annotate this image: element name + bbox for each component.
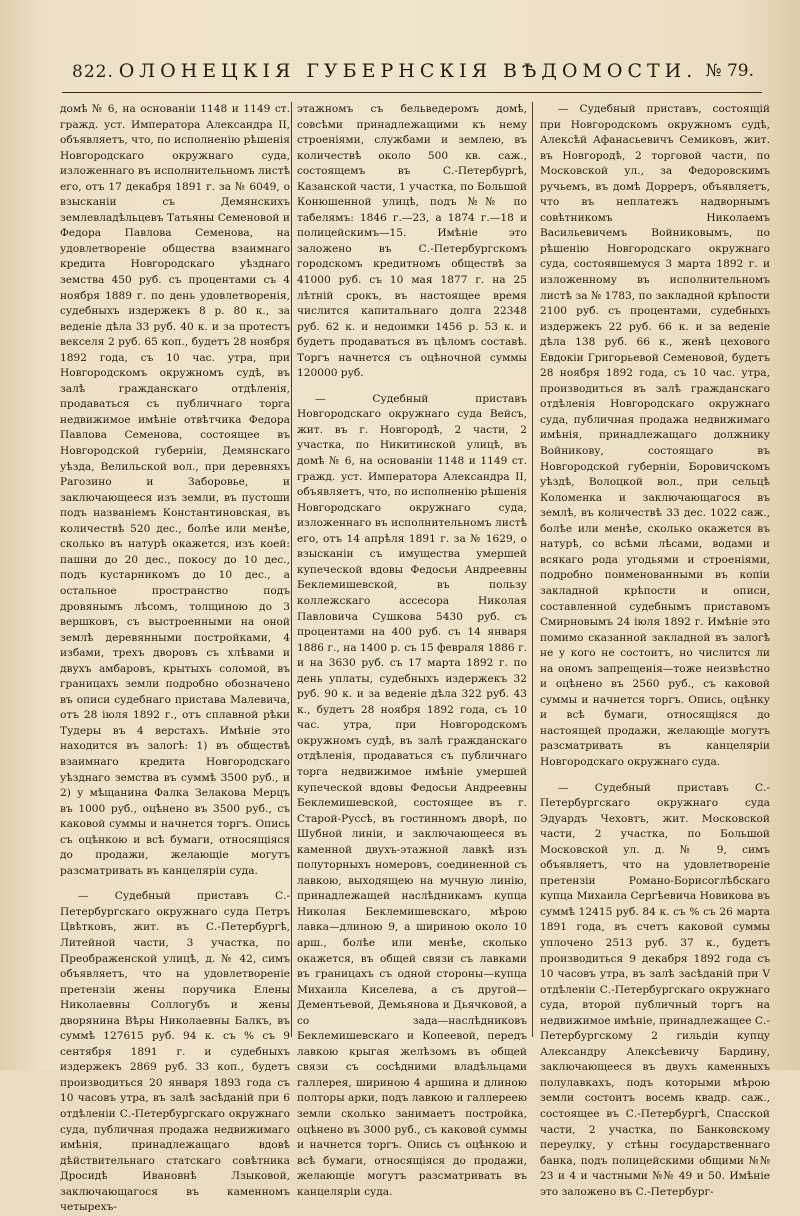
notice-text: домѣ № 6, на основаніи 1148 и 1149 ст. гражд. уст. Императора Александра II, объявляетъ, что, по исполненію рѣшенія Новгородскаго окружнаго суда, изложеннаго въ исполнительномъ листѣ его, отъ 17 декабря 1891 г. за № 6049, о взысканіи съ Демянскихъ землевладѣльцевъ Татьяны Семеновой и Федора Павлова Семенова, на удовлетвореніе общества взаимнаго кредита Новгородскаго уѣзднаго земства 450 руб. съ процентами съ 4 ноября 1889 г. по день удовлетворенія, судебныхъ издержекъ 8 р. 80 к., за веденіе дѣла 33 руб. 40 к. и за протестъ векселя 2 руб. 65 коп., будетъ 28 ноября 1892 года, съ 10 час. утра, при Новгородскомъ окружномъ судѣ, въ залѣ гражданскаго отдѣленія, продаваться съ публичнаго торга недвижимое имѣніе отвѣтчика Федора Павлова Семенова, состоящее въ Новгородской губерніи, Демянскаго уѣзда, Велильской вол., при деревняхъ Рагозино и Заборовье, и заключающееся изъ земли, въ пустоши подъ названіемъ Константиновская, въ количествѣ 520 дес., болѣе или менѣе, сколько въ натурѣ окажется, изъ коей: пашни до 20 дес., покосу до 10 дес., подъ кустарникомъ до 10 дес., а остальное пространство подъ дровянымъ лѣсомъ, толщиною до 3 вершковъ, съ выстроенными на оной землѣ деревянными постройками, 4 избами, трехъ дворовъ съ хлѣвами и двухъ амбаровъ, крытыхъ соломой, въ границахъ земли подробно обозначено въ описи судебнаго пристава Малевича, отъ 28 іюля 1892 г., отъ сплавной рѣки Тудеры въ 4 верстахъ. Имѣніе это находится въ залогѣ: 1) въ обществѣ взаимнаго кредита Новгородскаго уѣзднаго земства въ суммѣ 3500 руб., и 2) у мѣщанина Фалка Зелакова Мерцъ въ 1000 руб., оцѣнено въ 3500 руб., съ каковой суммы и начнется торгъ. Опись съ оцѣнкою и всѣ бумаги, относящіяся до продажи, желающіе могутъ разсматривать въ канцеляріи суда.: [60, 103, 290, 877]
notice-text: — Судебный приставъ С.-Петербургскаго окружнаго суда Эдуардъ Чеховтъ, жит. Московской части, 2 участка, по Большой Московской ул. д. № 9, симъ объявляетъ, что на удовлетвореніе претензіи Романо-Борисоглѣбскаго купца Михаила Сергѣевича Новикова въ суммѣ 12415 руб. 84 к. съ % съ 26 марта 1891 года, въ счетъ каковой суммы уплочено 2513 руб. 37 к., будетъ производиться 9 декабря 1892 года съ 10 часовъ утра, въ залѣ засѣданій при V отдѣленіи С.-Петербургскаго окружнаго суда, второй публичный торгъ на недвижимое имѣніе, принадлежащее С.-Петербургскому 2 гильдіи купцу Александру Алексѣевичу Бардину, заключающееся въ двухъ каменныхъ полулавкахъ, подъ которыми мѣрою земли состоитъ восемь квадр. саж., состоящее въ С.-Петербургѣ, Спасской части, 2 участка, по Банковскому переулку, у стѣны государственнаго банка, подъ полицейскими общими №№ 23 и 4 и частными №№ 49 и 50. Имѣніе это заложено въ С.-Петербург-: [540, 781, 770, 1198]
header-rule: [62, 92, 762, 93]
notice-text: этажномъ съ бельведеромъ домѣ, совсѣми принадлежащими къ нему строеніями, службами и землею, въ количествѣ около 500 кв. саж., состоящемъ въ С.-Петербургѣ, Казанской части, 1 участка, по Большой Конюшенной улицѣ, подъ №№ по табелямъ: 1846 г.—23, а 1874 г.—18 и полицейскимъ—15. Имѣніе это заложено въ С.-Петербургскомъ городскомъ кредитномъ обществѣ за 41000 руб. съ 10 мая 1877 г. на 25 лѣтній срокъ, въ настоящее время числится капитальнаго долга 22348 руб. 62 к. и недоимки 1456 р. 53 к. и будетъ продаваться въ цѣломъ составѣ. Торгъ начнется съ оцѣночной суммы 120000 руб.: [297, 103, 527, 380]
page-header: [62, 56, 754, 86]
notice-text: — Судебный приставъ С.-Петербургскаго окружнаго суда Петръ Цвѣтковъ, жит. въ С.-Петербургѣ, Литейной части, 3 участка, по Преображенской улицѣ, д. № 42, симъ объявляетъ, что на удовлетвореніе претензіи жены поручика Елены Николаевны Соллогубъ и жены дворянина Вѣры Николаевны Балкъ, въ суммѣ 127615 руб. 94 к. съ % съ 9 сентября 1891 г. и судебныхъ издержекъ 2869 руб. 33 коп., будетъ производиться 20 января 1893 года съ 10 часовъ утра, въ залѣ засѣданій при 6 отдѣленіи С.-Петербургскаго окружнаго суда, публичная продажа недвижимаго имѣнія, принадлежащаго вдовѣ дѣйствительнаго статскаго совѣтника Дросидѣ Ивановнѣ Лзыковой, заключающагося въ каменномъ четырехъ-: [60, 890, 290, 1214]
column-divider: [532, 102, 533, 1037]
notice-text: — Судебный приставъ, состоящій при Новгородскомъ окружномъ судѣ, Алексѣй Афанасьевичъ Семиковъ, жит. въ Новгородѣ, 2 торговой части, по Московской ул., за Федоровскимъ ручьемъ, въ домѣ Дорреръ, объявляетъ, что въ неплатежъ надворнымъ совѣтникомъ Николаемъ Васильевичемъ Войниковымъ, по рѣшенію Новгородскаго окружнаго суда, состоявшемуся 3 марта 1892 г. и изложенному въ исполнительномъ листѣ за № 1783, по закладной крѣпости 2100 руб. съ процентами, судебныхъ издержекъ 22 руб. 66 к. и за веденіе дѣла 138 руб. 66 к., женѣ цехового Евдокіи Григорьевой Семеновой, будетъ 28 ноября 1892 года, съ 10 час. утра, производиться въ залѣ гражданскаго отдѣленія Новгородскаго окружнаго суда, публичная продажа недвижимаго имѣнія, принадлежащаго должнику Войникову, состоящаго въ Новгородской губерніи, Боровичскомъ уѣздѣ, Волоцкой вол., при сельцѣ Коломенка и заключающагося въ землѣ, въ количествѣ 33 дес. 1022 саж., болѣе или менѣе, сколько окажется въ натурѣ, со всѣми лѣсами, водами и всякаго рода угодьями и строеніями, подробно поименованными въ копіи закладной крѣпости и описи, составленной судебнымъ приставомъ Смирновымъ 24 іюля 1892 г. Имѣніе это помимо сказанной закладной въ залогѣ не у кого не состоитъ, но числится ли на ономъ запрещенія—тоже неизвѣстно и оцѣнено въ 2560 руб., съ каковой суммы и начнется торгъ. Опись, оцѣнку и всѣ бумаги, относящіяся до настоящей продажи, желающіе могутъ разсматривать въ канцеляріи Новгородскаго окружнаго суда.: [540, 103, 770, 768]
column-divider: [291, 102, 292, 1037]
column-1: [60, 102, 290, 1216]
page-number: 822.: [72, 62, 114, 82]
issue-number: № 79.: [705, 61, 754, 81]
column-3: [540, 102, 770, 1200]
newspaper-title: ОЛОНЕЦКІЯ ГУБЕРНСКІЯ ВѢДОМОСТИ.: [118, 60, 698, 82]
notice-text: — Судебный приставъ Новгородскаго окружнаго суда Вейсъ, жит. въ г. Новгородѣ, 2 части, 2 участка, по Никитинской улицѣ, въ домѣ № 6, на основаніи 1148 и 1149 ст. гражд. уст. Императора Александра II, объявляетъ, что, по исполненію рѣшенія Новгородскаго окружнаго суда, изложеннаго въ исполнительномъ листѣ его, отъ 14 апрѣля 1891 г. за № 1629, о взысканіи съ имущества умершей купеческой вдовы Федосьи Андреевны Беклемишевской, въ пользу коллежскаго ассесора Николая Павловича Сушкова 5430 руб. съ процентами на 400 руб. съ 14 января 1886 г., на 1400 р. съ 15 февраля 1886 г. и на 3630 руб. съ 17 марта 1892 г. по день уплаты, судебныхъ издержекъ 32 руб. 90 к. и за веденіе дѣла 322 руб. 43 к., будетъ 28 ноября 1892 года, съ 10 час. утра, при Новгородскомъ окружномъ судѣ, въ залѣ гражданскаго отдѣленія, продаваться съ публичнаго торга недвижимое имѣніе умершей купеческой вдовы Федосьи Андреевны Беклемишевской, состоящее въ г. Старой-Руссѣ, въ гостинномъ дворѣ, по Шубной линіи, и заключающееся въ каменной двухъ-этажной лавкѣ изъ полуторныхъ номеровъ, соединенной съ лавкою, выходящею на мучную линію, принадлежащей наслѣдникамъ купца Николая Беклемишевскаго, мѣрою лавка—длиною 9, а шириною около 10 арш., болѣе или менѣе, сколько окажется, въ общей связи съ лавками въ границахъ съ одной стороны—купца Михаила Киселева, а съ другой—Дементьевой, Демьянова и Дьячковой, а со зада—наслѣдниковъ Беклемишевскаго и Копеевой, передъ лавкою крыгая желѣзомъ въ общей связи съ сосѣдними владѣльцами галлерея, шириною 4 аршина и длиною полторы арки, подъ лавкою и галлереею земли сколько занимаетъ постройка, оцѣнено въ 3000 руб., съ каковой суммы и начнется торгъ. Опись съ оцѣнкою и всѣ бумаги, относящіяся до продажи, желающіе могутъ разсматривать въ канцеляріи суда.: [297, 392, 527, 1198]
column-2: [297, 102, 527, 1200]
